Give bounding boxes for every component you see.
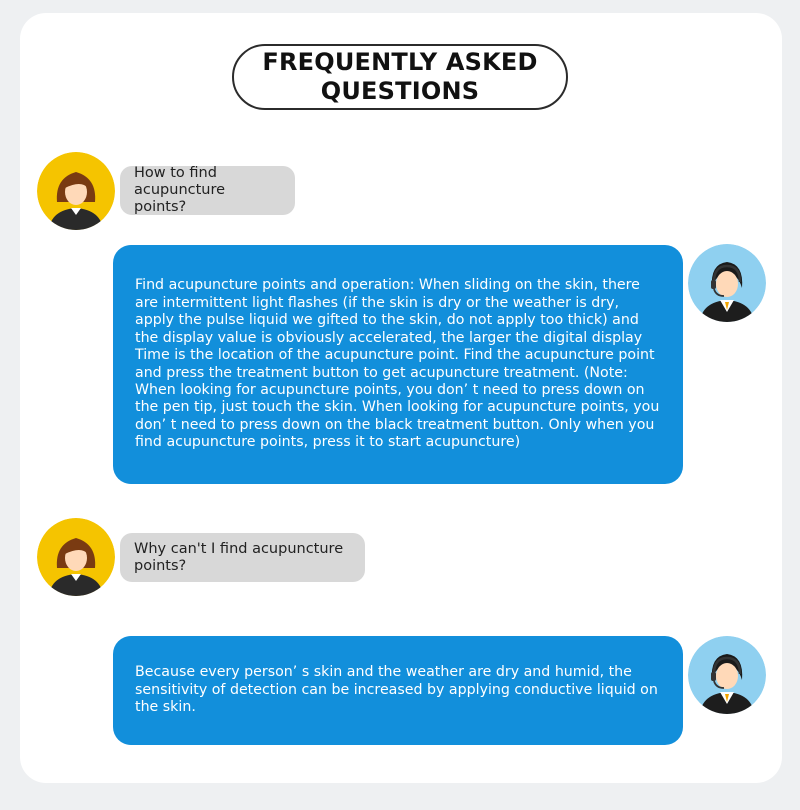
- answer-text-2: Because every person’ s skin and the weather are dry and humid, the sensitivity of detection can be increased by applying conductive liquid on the skin.: [135, 664, 658, 716]
- question-text-2: Why can't I find acupuncture points?: [134, 540, 344, 574]
- question-bubble-1: [120, 166, 295, 215]
- question-bubble-2: [120, 533, 365, 582]
- question-text-1: How to find acupuncture points?: [134, 165, 226, 215]
- faq-title-banner: [232, 44, 568, 110]
- faq-title: FREQUENTLY ASKED QUESTIONS: [262, 48, 538, 105]
- answer-text-1: Find acupuncture points and operation: When sliding on the skin, there are intermittent light flashes (if the skin is dry or the weather is dry, apply the pulse liquid we gifted to the skin, do not apply too thick) and the display value is obviously accelerated, the larger the digital display Time is the location of the acupuncture point. Find the acupuncture point and press the treatment button to get acupuncture treatment. (Note: When looking for acupuncture points, you don’ t need to press down on the pen tip, just touch the skin. When looking for acupuncture points, you don’ t need to press down on the black treatment button. Only when you find acupuncture points, press it to start acupuncture): [135, 277, 660, 451]
- support-agent-headset-icon: [688, 244, 766, 322]
- support-agent-headset-icon: [688, 636, 766, 714]
- answer-bubble-2: [113, 636, 683, 745]
- answer-bubble-1: [113, 245, 683, 484]
- woman-avatar-icon: [37, 152, 115, 230]
- woman-avatar-icon: [37, 518, 115, 596]
